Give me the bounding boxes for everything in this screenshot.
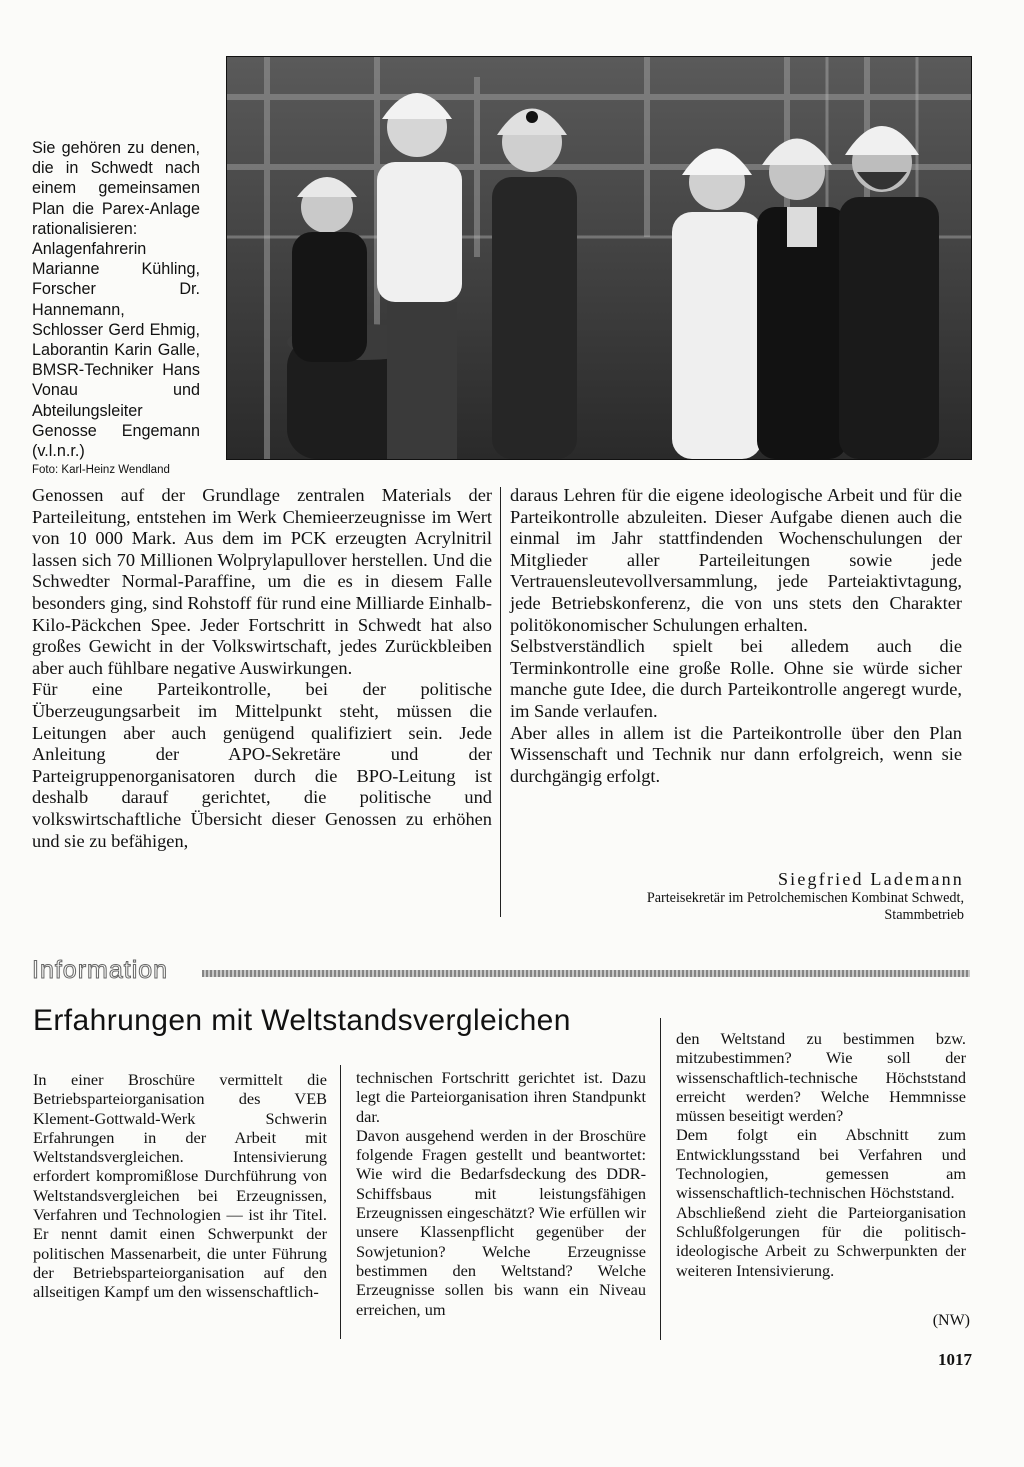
article2-paragraph: technischen Fortschritt gerichtet ist. Dazu legt die Parteiorganisation ihren Standpunkt dar. xyxy=(356,1068,646,1126)
article1-paragraph: daraus Lehren für die eigene ideologische Arbeit und für die Parteikontrolle abzuleiten. Dieser Aufgabe dienen auch die einmal im Jahr stattfindenden Wochenschulungen der Mitglieder aller Parteileitungen sowie jede Vertrauensleutevollversammlung, jede Parteiaktivtagung, jede Betriebskonferenz, die von uns stets den Charakter politökonomischer Schulungen erhalten. xyxy=(510,485,962,635)
article1-column-left xyxy=(32,485,492,852)
article2-column-right xyxy=(676,1029,966,1280)
article2-column-left xyxy=(33,1070,327,1302)
section-label: Information xyxy=(32,956,169,984)
article2-column-middle xyxy=(356,1068,646,1319)
author-name: Siegfried Lademann xyxy=(777,869,964,889)
article2-headline: Erfahrungen mit Weltstandsvergleichen xyxy=(33,1004,571,1037)
article1-column-right xyxy=(510,485,962,787)
photo-caption-text: Sie gehören zu denen, die in Schwedt nach einem gemeinsamen Plan die Parex-Anlage rationalisieren: Anlagenfahrerin Marianne Kühling, Forscher Dr. Hannemann, Schlosser Gerd Ehmig, Laborantin Karin Galle, BMSR-Techniker Hans Vonau und Abteilungsleiter Genosse Engemann (v.l.n.r.) xyxy=(32,139,200,461)
author-role-line2: Stammbetrieb xyxy=(884,907,964,923)
article2-initials: (NW) xyxy=(932,1312,970,1329)
column-divider xyxy=(500,487,501,917)
section-rule xyxy=(202,970,970,977)
article2-paragraph: Dem folgt ein Abschnitt zum Entwicklungsstand bei Verfahren und Technologien, gemessen am wissenschaftlich-technischen Höchststand. xyxy=(676,1125,966,1203)
author-signature xyxy=(647,868,964,924)
column-divider xyxy=(340,1065,341,1339)
article2-paragraph: Abschließend zieht die Parteiorganisation Schlußfolgerungen für die politisch-ideologische Arbeit zu Schwerpunkten der weiteren Intensivierung. xyxy=(676,1202,966,1280)
page-number: 1017 xyxy=(938,1350,972,1369)
article2-paragraph: In einer Broschüre vermittelt die Betriebsparteiorganisation des VEB Klement-Gottwald-Werk Schwerin Erfahrungen in der Arbeit mit Weltstandsvergleichen. Intensivierung erfordert kompromißlose Durchführung von Weltstandsvergleichen bei Erzeugnissen, Verfahren und Technologien — ist ihr Titel. Er nennt damit einen Schwerpunkt der politischen Massenarbeit, die unter Führung der Betriebsparteiorganisation auf den allseitigen Kampf um den wissenschaftlich- xyxy=(33,1070,327,1302)
article2-paragraph: Davon ausgehend werden in der Broschüre folgende Fragen gestellt und beantwortet: Wie wird die Bedarfsdeckung des DDR-Schiffsbaus mit leistungsfähigen Erzeugnissen eingeschätzt? Wie erfüllen wir unsere Klassenpflicht gegenüber der Sowjetunion? Welche Erzeugnisse bestimmen den Weltstand? Welche Erzeugnisse sollen bis wann ein Niveau erreichen, um xyxy=(356,1125,646,1319)
photo-workers-parex-plant xyxy=(226,56,972,460)
section-header xyxy=(32,956,972,986)
author-role-line1: Parteisekretär im Petrolchemischen Kombinat Schwedt, xyxy=(646,890,964,906)
article2-paragraph: den Weltstand zu bestimmen bzw. mitzubestimmen? Wie soll der wissenschaftlich-technische Höchststand erreicht werden? Welche Hemmnisse müssen beseitigt werden? xyxy=(676,1029,966,1126)
article1-paragraph: Genossen auf der Grundlage zentralen Materials der Parteileitung, entstehen im Werk Chemieerzeugnisse im Wert von 10 000 Mark. Aus dem im PCK erzeugten Acrylnitril lassen sich 70 Millionen Wolprylapullover herstellen. Und die Schwedter Normal-Paraffine, um die es in diesem Falle besonders ging, sind Rohstoff für rund eine Milliarde Einhalb-Kilo-Päckchen Spee. Jeder Fortschritt in Schwedt hat also großes Gewicht in der Volkswirtschaft, jedes Zurückbleiben aber auch fühlbare negative Auswirkungen. xyxy=(32,485,492,678)
column-divider xyxy=(660,1018,661,1340)
article1-paragraph: Aber alles in allem ist die Parteikontrolle über den Plan Wissenschaft und Technik nur dann erfolgreich, wenn sie durchgängig erfolgt. xyxy=(510,722,962,786)
photo-credit: Foto: Karl-Heinz Wendland xyxy=(32,464,170,477)
article1-paragraph: Selbstverständlich spielt bei alledem auch die Terminkontrolle eine große Rolle. Ohne sie würde sicher manche gute Idee, die durch Parteikontrolle angeregt wurde, im Sande verlaufen. xyxy=(510,636,962,721)
photo-caption xyxy=(32,138,200,478)
photo-illustration xyxy=(227,57,971,459)
article1-paragraph: Für eine Parteikontrolle, bei der politische Überzeugungsarbeit im Mittelpunkt steht, müssen die Leitungen aber auch genügend qualifiziert sein. Jede Anleitung der APO-Sekretäre und der Parteigruppenorganisatoren durch die BPO-Leitung ist deshalb darauf gerichtet, die politische und volkswirtschaftliche Übersicht dieser Genossen zu erhöhen und sie zu befähigen, xyxy=(32,679,492,851)
